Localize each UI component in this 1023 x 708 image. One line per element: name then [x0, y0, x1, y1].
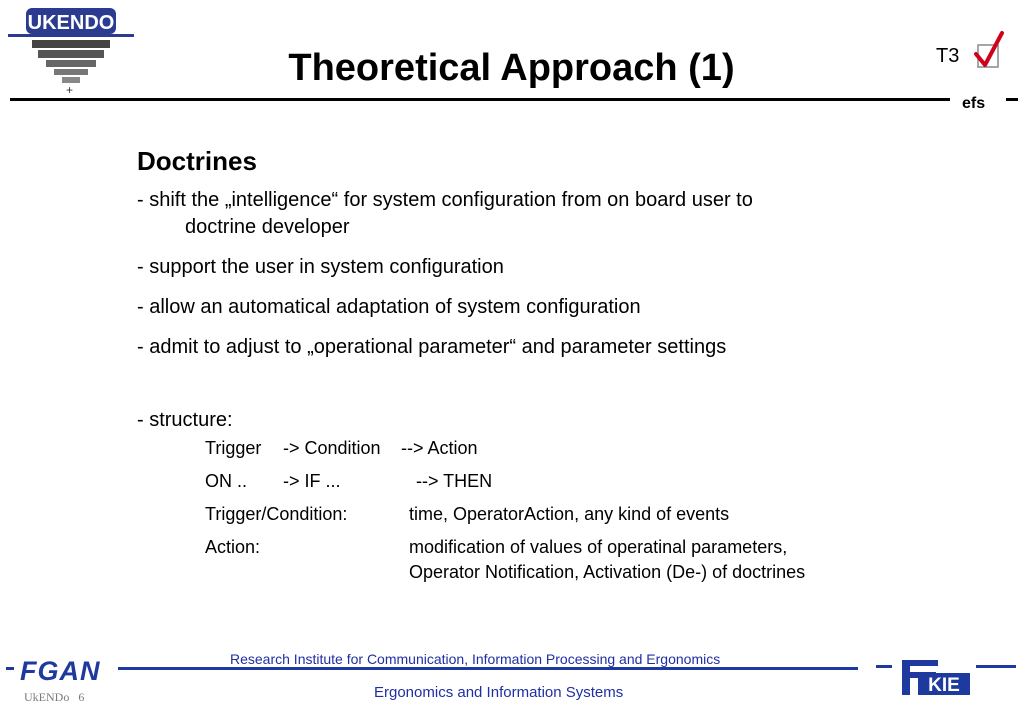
- structure-cell: time, OperatorAction, any kind of events: [409, 504, 730, 524]
- header-divider-right: [1006, 98, 1018, 101]
- slide-title: Theoretical Approach (1): [288, 47, 735, 89]
- structure-cell: --> Action: [401, 438, 478, 458]
- bullet-text: - structure:: [137, 409, 233, 431]
- structure-cell: Trigger: [205, 438, 262, 458]
- structure-cell: Action:: [205, 537, 261, 557]
- department-name: Ergonomics and Information Systems: [374, 684, 624, 701]
- bullet-text: - allow an automatical adaptation of system configuration: [137, 296, 641, 318]
- kie-logo-text: KIE: [928, 675, 960, 696]
- bullet-text: - shift the „intelligence“ for system configuration from on board user to: [137, 189, 753, 211]
- structure-cell: ON ..: [205, 471, 248, 491]
- bullet-item: [137, 334, 997, 361]
- page-label: UkENDo: [24, 690, 70, 704]
- bullet-item: [137, 407, 997, 434]
- structure-cell: Trigger/Condition:: [205, 504, 348, 524]
- svg-text:+: +: [66, 83, 74, 96]
- bullet-item: [137, 294, 997, 321]
- structure-cell: modification of values of operatinal parameters,: [409, 537, 788, 557]
- structure-cell: Operator Notification, Activation (De-) of doctrines: [409, 562, 806, 582]
- bullet-text: - support the user in system configuration: [137, 256, 504, 278]
- slide-body: [137, 146, 997, 447]
- page-number: 6: [78, 690, 85, 704]
- kie-logo: [876, 657, 1016, 702]
- section-heading: Doctrines: [137, 146, 257, 176]
- bullet-item: [137, 187, 997, 241]
- institute-name: Research Institute for Communication, Information Processing and Ergonomics: [230, 651, 721, 667]
- logo-text: UKENDO: [27, 12, 115, 34]
- page-footer-label: [24, 690, 84, 705]
- bullet-item: [137, 254, 997, 281]
- structure-cell: --> THEN: [416, 471, 493, 491]
- bullet-continuation: doctrine developer: [185, 216, 350, 238]
- checkmark-icon: [973, 30, 1005, 77]
- structure-cell: -> IF ...: [283, 471, 341, 491]
- efs-label: efs: [962, 95, 986, 112]
- bullet-text: - admit to adjust to „operational parameter“ and parameter settings: [137, 336, 727, 358]
- footer-line: [118, 667, 858, 670]
- structure-cell: -> Condition: [283, 438, 381, 458]
- footer-line: [6, 667, 14, 670]
- header-divider: [10, 98, 950, 101]
- corner-label: T3: [936, 45, 960, 67]
- fgan-logo: FGAN: [20, 656, 101, 686]
